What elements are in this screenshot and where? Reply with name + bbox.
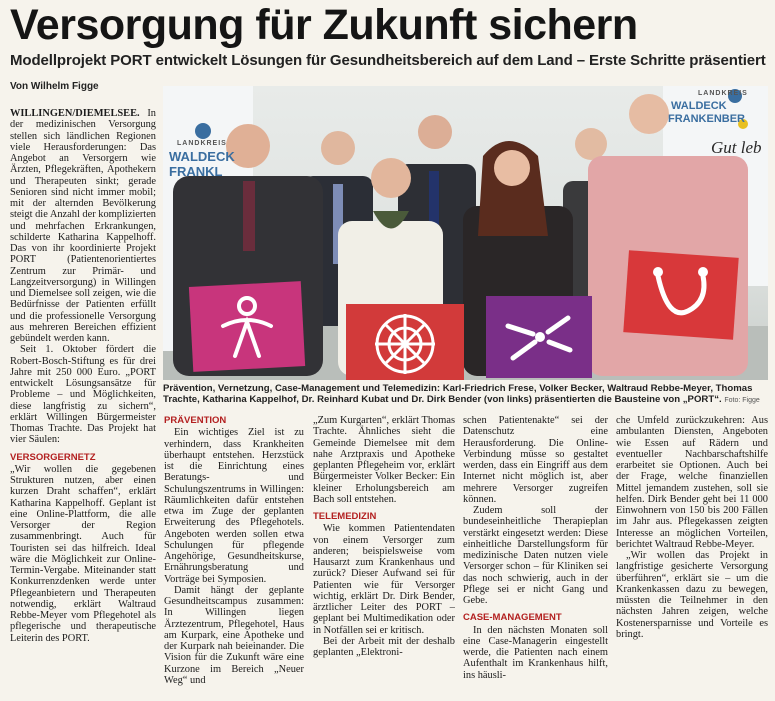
paragraph: „Wir wollen das Projekt in langfristige gesicherte Versorgung überführen“, erklärt sie – um die Krankenkassen dazu zu bewegen, müssten die Teilnehmer in den nächsten Jahren zeigen, welche Kostenersparnisse und Vorteile es bringt. [616,550,768,640]
article-column-3 [313,415,455,701]
photo-caption [163,383,768,406]
subheadline: Modellprojekt PORT entwickelt Lösungen für Gesundheitsbereich auf dem Land – Erste Schritte präsentiert [10,52,766,69]
paragraph: Ein wichtiges Ziel ist zu verhindern, dass Krankheiten überhaupt entstehen. Herzstück ist die Einrichtung eines Beratungs- und Schulungszentrums in Willingen: Räumlichkeiten dafür entstehen etwa im Zuge der geplanten Erweiterung des Pflegehotels. Angeboten werden sollen etwa Schulungen für pflegende Angehörige, Gesundheitskurse, Ernährungsberatung und Vorträge bei Symposien. [164,427,304,585]
article-photo [163,86,768,380]
board-prevention [189,281,305,372]
paragraph: Seit 1. Oktober fördert die Robert-Bosch-Stiftung es für drei Jahre mit 250 000 Euro. „PORT entwickelt Lösungsansätze für Probleme – und Möglichkeiten, diese langfristig zu sichern“, erklärt Willingen Bürgermeister Thomas Trachte. Das Projekt hat vier Säulen: [10,344,156,446]
board-case-management [486,296,592,378]
board-networking [346,304,464,380]
article-column-2 [164,415,304,701]
byline: Von Wilhelm Figge [10,81,99,92]
banner-left-line1: LANDKREIS [177,140,227,147]
banner-left-line3: FRANKL [169,164,223,179]
article-column-4 [463,415,608,701]
paragraph: Wie kommen Patientendaten von einem Versorger zum anderen; beispielsweise vom Hausarzt zum Krankenhaus und zurück? Dieser Aufwand sei für Patienten wie für Versorger wichtig, erklärt Dr. Dirk Bender, ärztlicher Leiter des PORT – geplant bei Multimedikation oder in Notfällen sei er kritisch. [313,523,455,636]
photo-caption-text: Prävention, Vernetzung, Case-Management und Telemedizin: Karl-Friedrich Frese, Volker Becker, Waltraud Rebbe-Meyer, Thomas Trachte, Katharina Kappelhof, Dr. Reinhard Kubat und Dr. Dirk Bender (von links) präsentierten die Bausteine von „PORT“. [163,383,753,405]
paragraph-text: In der medizinischen Versorgung stellen sich ländlichen Regionen viele Herausforderungen: Das Angebot an Versorgern wie Ärzten, Pflegekräften, Apothekern und Therapeuten sinkt; gerade Senioren sind nicht immer mobil; mit der alternden Bevölkerung steigt die Anzahl der komplizierten und mehrfachen Erkrankungen, schilderte Katharina Kappelhoff. Das von ihr koordinierte Projekt PORT (Patientenorientiertes Zentrum zur Primär- und Langzeitversorgung) in Willingen und Diemelsee soll zeigen, wie die Bedürfnisse der Patienten erfüllt und die professionelle Versorgung aus mehreren Bereichen effizient gebündelt werden kann. [10,108,156,344]
headline: Versorgung für Zukunft sichern [10,1,638,49]
photo-credit: Foto: Figge [724,397,760,404]
section-heading-praevention: PRÄVENTION [164,415,227,426]
banner-right-slogan: Gut leb [711,138,762,157]
paragraph: schen Patientenakte“ sei der Datenschutz eine Herausforderung. Die Online-Verbindung müsse so gestaltet werden, dass ein Eingriff aus dem Internet nicht möglich ist, aber mehrere Versorger zugreifen können. [463,415,608,505]
section-heading-versorgernetz: VERSORGERNETZ [10,451,96,463]
banner-left-line2: WALDECK [169,149,235,164]
board-telemedicine [623,250,738,339]
banner-right-line1: LANDKREIS [698,90,748,97]
paragraph: „Zum Kurgarten“, erklärt Thomas Trachte. Ähnliches sieht die Gemeinde Diemelsee mit dem nahe Arztpraxis und Apotheke geplanten Pflegeheim vor, erklärt Bürgermeister Volker Becker: Ein kleiner Erholungsbereich am Bach soll entstehen. [313,415,455,505]
paragraph: In den nächsten Monaten soll eine Case-Managerin eingestellt werde, die Patienten nach einem Aufenthalt im Krankenhaus hilft, ins häusli- [463,624,608,681]
banner-left-emblem-icon [195,123,211,139]
paragraph: Zudem soll der bundeseinheitliche Therapieplan verstärkt eingesetzt werden: Diese einheitliche Darstellungsform für medizinische Daten nutzen viele Versorger schon – für Kliniken sei das noch schwierig, auch in der Pflege sei er nicht Gang und Gebe. [463,505,608,606]
article-column-5 [616,415,768,701]
paragraph: „Wir wollen die gegebenen Strukturen nutzen, aber einen kurzen Draht schaffen“, erklärt Katharina Kappelhoff. Geplant ist eine Online-Plattform, die alle Versorger der Region zusammenbringt. Auch für Touristen sei das hilfreich. Ideal wäre die Möglichkeit zur Online-Termin-Vergabe. Miteinander statt Konkurrenzdenken werde unter Pflegeanbietern und Therapeuten notwendig, erklärt Waltraud Rebbe-Meyer vom Pflegehotel als pflegerische und therapeutische Leiterin des PORT. [10,463,156,644]
group-photo-illustration [163,86,768,380]
paragraph: Damit hängt der geplante Gesundheitscampus zusammen: In Willingen liegen Ärztezentrum, Pflegehotel, Haus am Kurpark, eine Apotheke und der Kurpark nah beieinander. Die Vision für die Zukunft wäre eine Kurzone im Bereich „Neuer Weg“ und [164,584,304,686]
paragraph: Bei der Arbeit mit der deshalb geplanten „Elektroni- [313,635,455,658]
dateline: WILLINGEN/DIEMELSEE. [10,108,140,119]
paragraph: che Umfeld zurückzukehren: Aus ambulanten Diensten, Angeboten wie Essen auf Rädern und eventueller Nachbarschaftshilfe erarbeitet sie Optionen. Auch bei der Frage, welche finanziellen Mittel jemandem zustehen, soll sie helfen. Dirk Bender geht bei 11 000 Einwohnern von 150 bis 200 Fällen im Jahr aus. Pflegekassen zeigten Interesse an möglichen Vorteilen, berichtet Waltraud Rebbe-Meyer. [616,415,768,550]
article-column-1 [10,108,156,700]
section-heading-case-management: CASE-MANAGEMENT [463,612,562,624]
banner-right-line3: FRANKENBER [668,113,745,125]
banner-right-line2: WALDECK [671,100,727,112]
paragraph [10,108,156,344]
section-heading-telemedizin: TELEMEDIZIN [313,511,377,522]
